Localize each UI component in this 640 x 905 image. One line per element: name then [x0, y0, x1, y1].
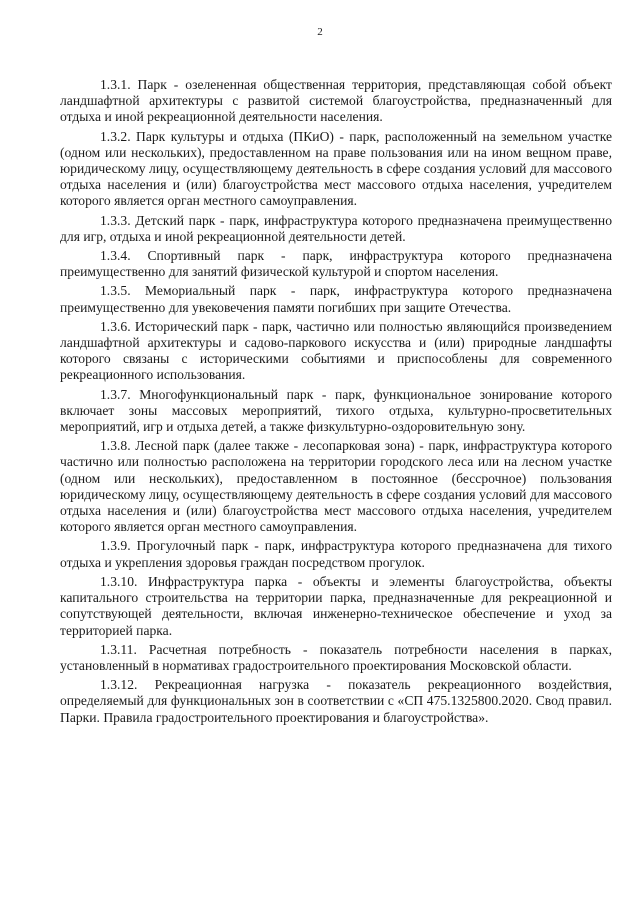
page-number: 2: [317, 26, 323, 38]
document-body: [60, 77, 612, 729]
paragraph-1-3-8: 1.3.8. Лесной парк (далее также - лесопарковая зона) - парк, инфраструктура которого частично или полностью расположена на территории городского леса или на лесном участке (одном или нескольких), предоставленном в постоянное (бессрочное) пользования юридическому лицу, осуществляющему деятельность в сфере создания условий для массового отдыха населения и (или) благоустройства мест массового отдыха населения, учредителем которого является орган местного самоуправления.: [60, 438, 612, 535]
paragraph-1-3-6: 1.3.6. Исторический парк - парк, частично или полностью являющийся произведением ландшафтной архитектуры и садово-паркового искусства и (или) природные ландшафты которого связаны с историческими событиями и приспособлены для современного рекреационного использования.: [60, 318, 612, 383]
paragraph-1-3-4: 1.3.4. Спортивный парк - парк, инфраструктура которого предназначена преимущественно для занятий физической культурой и спортом населения.: [60, 248, 612, 280]
paragraph-1-3-3: 1.3.3. Детский парк - парк, инфраструктура которого предназначена преимущественно для игр, отдыха и иной рекреационной деятельности детей.: [60, 212, 612, 244]
paragraph-1-3-2: 1.3.2. Парк культуры и отдыха (ПКиО) - парк, расположенный на земельном участке (одном или нескольких), предоставленном на праве пользования или на ином вещном праве, юридическому лицу, осуществляющему деятельность в сфере создания условий для массового отдыха населения и (или) благоустройства мест массового отдыха населения, учредителем которого является орган местного самоуправления.: [60, 128, 612, 209]
paragraph-1-3-5: 1.3.5. Мемориальный парк - парк, инфраструктура которого предназначена преимущественно для увековечения памяти погибших при защите Отечества.: [60, 283, 612, 315]
paragraph-1-3-12: 1.3.12. Рекреационная нагрузка - показатель рекреационного воздействия, определяемый для функциональных зон в соответствии с «СП 475.1325800.2020. Свод правил. Парки. Правила градостроительного проектирования и благоустройства».: [60, 677, 612, 725]
paragraph-1-3-11: 1.3.11. Расчетная потребность - показатель потребности населения в парках, установленный в нормативах градостроительного проектирования Московской области.: [60, 641, 612, 673]
paragraph-1-3-9: 1.3.9. Прогулочный парк - парк, инфраструктура которого предназначена для тихого отдыха и укрепления здоровья граждан посредством прогулок.: [60, 538, 612, 570]
paragraph-1-3-1: 1.3.1. Парк - озелененная общественная территория, представляющая собой объект ландшафтной архитектуры с развитой системой благоустройства, предназначенный для отдыха и иной рекреационной деятельности населения.: [60, 77, 612, 125]
paragraph-1-3-10: 1.3.10. Инфраструктура парка - объекты и элементы благоустройства, объекты капитального строительства на территории парка, предназначенные для рекреационной и сопутствующей деятельности, включая инженерно-техническое обеспечение и уход за территорией парка.: [60, 573, 612, 638]
paragraph-1-3-7: 1.3.7. Многофункциональный парк - парк, функциональное зонирование которого включает зоны массовых мероприятий, тихого отдыха, культурно-просветительных мероприятий, игр и отдыха детей, а также физкультурно-оздоровительную зону.: [60, 386, 612, 435]
